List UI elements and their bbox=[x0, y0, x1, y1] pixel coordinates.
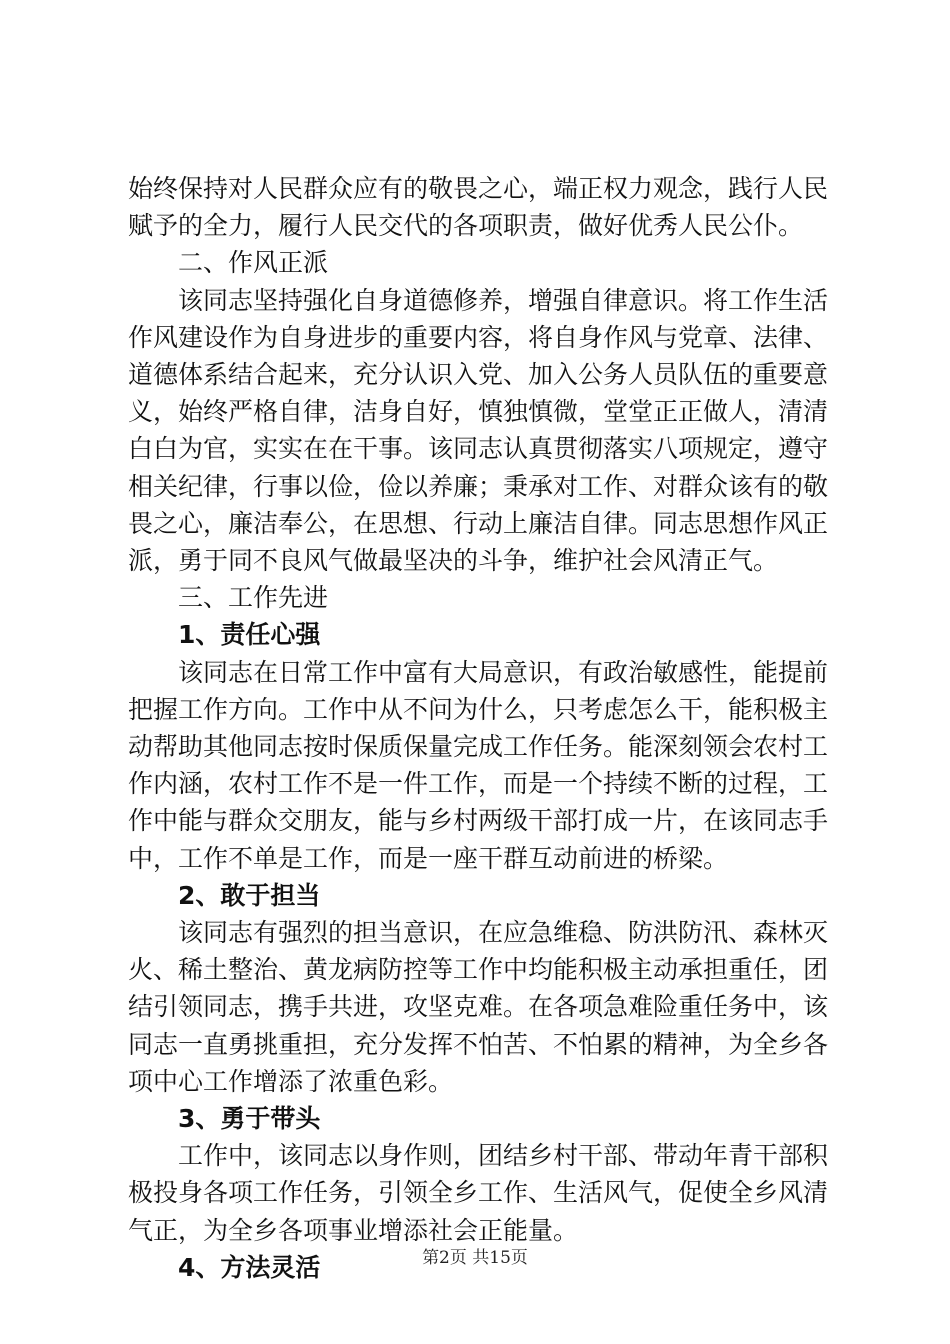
subheading-1: 1、责任心强 bbox=[178, 620, 321, 650]
paragraph: 该同志有强烈的担当意识，在应急维稳、防洪防汛、森林灭火、稀土整治、黄龙病防控等工作中均能积极主动承担重任，团结引领同志，携手共进，攻坚克难。在各项急难险重任务中，该同志一直勇挑重担，充分发挥不怕苦、不怕累的精神，为全乡各项中心工作增添了浓重色彩。 bbox=[128, 918, 829, 1096]
subheading-4: 4、方法灵活 bbox=[178, 1252, 321, 1282]
paragraph: 该同志坚持强化自身道德修养，增强自律意识。将工作生活作风建设作为自身进步的重要内容，将自身作风与党章、法律、道德体系结合起来，充分认识入党、加入公务人员队伍的重要意义，始终严格自律，洁身自好，慎独慎微，堂堂正正做人，清清白白为官，实实在在干事。该同志认真贯彻落实八项规定，遵守相关纪律，行事以俭，俭以养廉；秉承对工作、对群众该有的敬畏之心，廉洁奉公，在思想、行动上廉洁自律。同志思想作风正派，勇于同不良风气做最坚决的斗争，维护社会风清正气。 bbox=[128, 285, 829, 576]
page-footer bbox=[0, 1243, 950, 1268]
subheading-3: 3、勇于带头 bbox=[178, 1104, 321, 1134]
paragraph: 始终保持对人民群众应有的敬畏之心，端正权力观念，践行人民赋予的全力，履行人民交代的各项职责，做好优秀人民公仆。 bbox=[128, 174, 829, 241]
section-heading-2: 二、作风正派 bbox=[178, 248, 329, 278]
subheading-2: 2、敢于担当 bbox=[178, 880, 321, 910]
page-number: 第2页 共15页 bbox=[422, 1248, 528, 1268]
paragraph: 工作中，该同志以身作则，团结乡村干部、带动年青干部积极投身各项工作任务，引领全乡工作、生活风气，促使全乡风清气正，为全乡各项事业增添社会正能量。 bbox=[128, 1141, 829, 1245]
section-heading-3: 三、工作先进 bbox=[178, 583, 329, 613]
document-body bbox=[128, 170, 828, 1286]
paragraph: 该同志在日常工作中富有大局意识，有政治敏感性，能提前把握工作方向。工作中从不问为什么，只考虑怎么干，能积极主动帮助其他同志按时保质保量完成工作任务。能深刻领会农村工作内涵，农村工作不是一件工作，而是一个持续不断的过程，工作中能与群众交朋友，能与乡村两级干部打成一片，在该同志手中，工作不单是工作，而是一座干群互动前进的桥梁。 bbox=[128, 657, 829, 873]
